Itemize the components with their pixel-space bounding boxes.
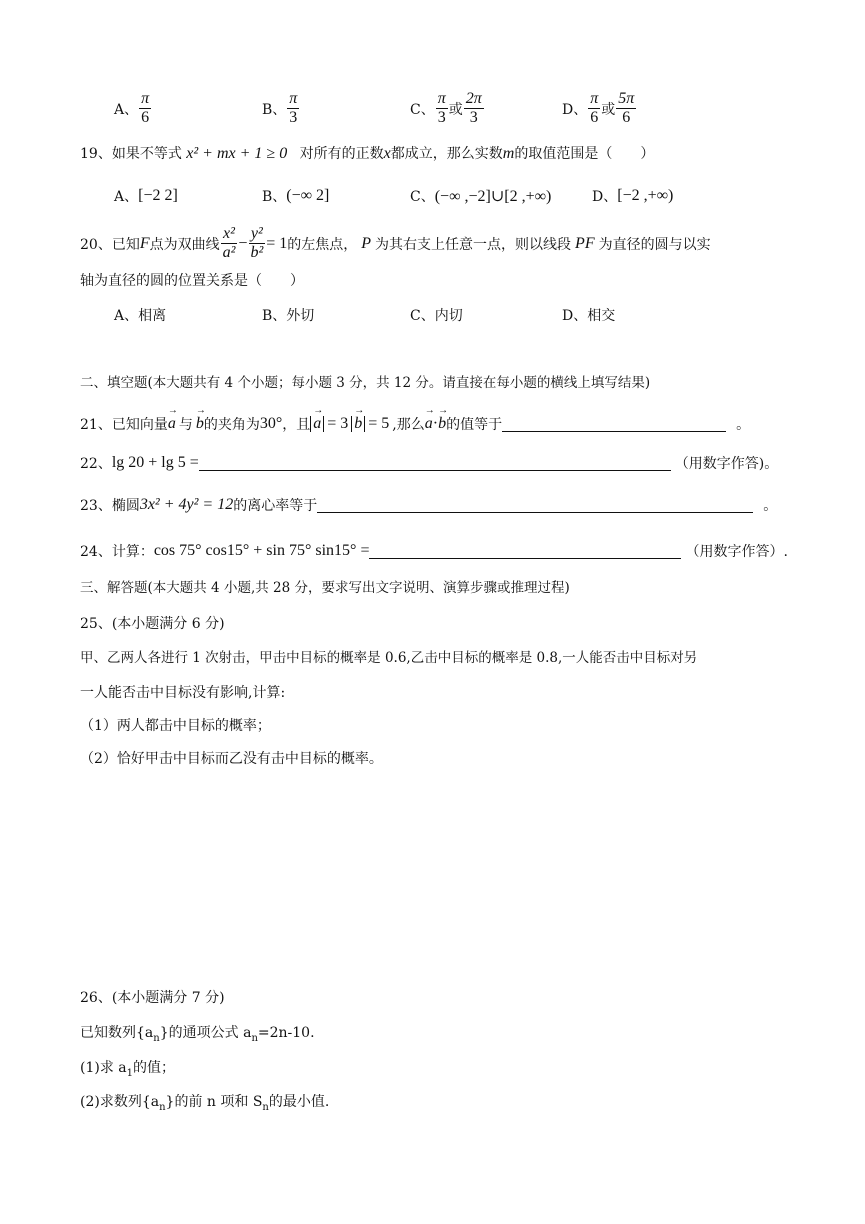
q26-part1-b: 的值；: [133, 1060, 176, 1076]
denominator: b²: [250, 244, 264, 262]
q23-expr: 3x² + 4y² = 12: [139, 496, 234, 513]
minus: −: [238, 234, 248, 252]
q21-mid: 的夹角为: [203, 417, 260, 433]
q26-part1-a: (1)求 a: [80, 1060, 127, 1076]
var-F: F: [139, 234, 150, 252]
q18-option-a: [114, 90, 152, 128]
q21: [80, 416, 750, 432]
q26-text-b: }的通项公式 a: [159, 1025, 252, 1041]
subscript: 1: [126, 1067, 134, 1079]
fraction: [616, 90, 636, 128]
subscript: n: [251, 1032, 258, 1044]
fraction: [139, 90, 151, 128]
q18-option-b: [262, 90, 300, 128]
q21-end: 。: [736, 417, 751, 433]
option-value: [−2 2]: [138, 187, 178, 204]
q21-angle: 30°: [259, 415, 283, 432]
option-label: D、: [592, 189, 618, 205]
option-label: C、: [410, 189, 435, 205]
q26-part2-a: (2)求数列{a: [80, 1094, 160, 1110]
q21-cond2: = 5: [368, 415, 390, 432]
q26-part2: [80, 1095, 329, 1113]
option-label: D、: [562, 101, 588, 118]
option-value: [−2 ,+∞): [617, 187, 674, 204]
var-PF: PF: [575, 234, 595, 252]
q22-expr: lg 20 + lg 5 =: [111, 454, 199, 471]
q21-cond: = 3: [327, 415, 349, 432]
vector-b: → b: [196, 416, 204, 432]
numerator: x²: [221, 225, 237, 244]
q25-text-line2: 一人能否击中目标没有影响,计算:: [80, 685, 286, 701]
numerator: π: [588, 90, 600, 109]
q24-expr: cos 75° cos15° + sin 75° sin15° =: [153, 542, 370, 559]
q21-prefix: 21、已知向量: [80, 417, 168, 433]
var-x: x: [383, 145, 391, 162]
q24: [80, 543, 788, 559]
option-value: (−∞ 2]: [286, 187, 330, 204]
var-m: m: [502, 145, 515, 162]
q19-option-d: [592, 186, 673, 206]
q19-option-a: [114, 186, 178, 206]
subscript: n: [159, 1101, 166, 1113]
q20-mid4: 为直径的圆与以实: [598, 236, 711, 253]
or-text: 或: [448, 101, 463, 118]
fraction: [464, 90, 484, 128]
q25-part2: （2）恰好甲击中目标而乙没有击中目标的概率。: [80, 751, 383, 767]
subscript: n: [153, 1032, 160, 1044]
denominator: 3: [469, 109, 478, 127]
denominator: 6: [590, 109, 599, 127]
numerator: y²: [249, 225, 265, 244]
vector-a: → a: [313, 416, 321, 432]
q25-part1: （1）两人都击中目标的概率；: [80, 718, 271, 734]
q23-end: 。: [763, 498, 778, 514]
q20-mid: 点为双曲线: [149, 236, 220, 253]
numerator: 5π: [616, 90, 636, 109]
q19-prefix: 19、如果不等式: [80, 146, 182, 162]
q21-with: 与: [178, 417, 193, 433]
numerator: π: [287, 90, 299, 109]
q18-option-d: [562, 90, 637, 128]
vector-a: → a: [425, 416, 433, 432]
subscript: n: [262, 1101, 269, 1113]
fraction-y: [248, 225, 265, 263]
denominator: a²: [222, 244, 236, 262]
option-label: A、: [114, 101, 139, 118]
fraction: [436, 90, 448, 128]
numerator: π: [139, 90, 151, 109]
q19-option-b: [262, 186, 329, 206]
denominator: 3: [437, 109, 446, 127]
q26-part1: [80, 1061, 175, 1079]
option-label: A、: [114, 189, 139, 205]
numerator: 2π: [464, 90, 484, 109]
q20-option-a: A、相离: [114, 308, 167, 324]
fraction-x: [221, 225, 238, 263]
q22: [80, 455, 778, 471]
q20-stem: [80, 225, 711, 263]
equals: = 1: [266, 234, 288, 252]
q19-mid: 对所有的正数: [299, 146, 384, 162]
option-label: B、: [262, 101, 287, 118]
q22-answer-blank[interactable]: [199, 458, 671, 471]
denominator: 6: [141, 109, 150, 127]
dot: ·: [432, 415, 439, 432]
q21-suffix: 的值等于: [446, 417, 503, 433]
q21-mid2: ，且: [282, 417, 311, 433]
q23: [80, 497, 777, 513]
q22-prefix: 22、: [80, 456, 112, 472]
q19-mid2: 都成立，那么实数: [390, 146, 503, 162]
q25-title: 25、(本小题满分 6 分): [80, 616, 225, 632]
q19-option-c: [410, 186, 551, 206]
denominator: 3: [289, 109, 298, 127]
q26-title: 26、(本小题满分 7 分): [80, 990, 225, 1006]
q26-text-a: 已知数列{a: [80, 1025, 154, 1041]
q26-text: [80, 1026, 315, 1044]
q24-suffix: （用数字作答）.: [685, 544, 788, 560]
q20-option-c: C、内切: [410, 308, 463, 324]
numerator: π: [436, 90, 448, 109]
abs-a: [310, 416, 324, 432]
q24-answer-blank[interactable]: [369, 546, 681, 559]
q26-text-c: =2n-10.: [257, 1025, 315, 1041]
q20-stem-line2: 轴为直径的圆的位置关系是（ ）: [80, 273, 304, 289]
var-P: P: [361, 234, 372, 252]
q19-inequality: x² + mx + 1 ≥ 0: [186, 145, 288, 162]
q25-text-line1: 甲、乙两人各进行 1 次射击，甲击中目标的概率是 0.6,乙击中目标的概率是 0.8,一人能否击中目标对另: [80, 650, 698, 666]
q23-answer-blank[interactable]: [317, 500, 753, 513]
q20-option-b: B、外切: [262, 308, 315, 324]
or-text: 或: [601, 101, 616, 118]
q18-option-c: [410, 90, 485, 128]
section-3-heading: 三、解答题(本大题共 4 小题,共 28 分，要求写出文字说明、演算步骤或推理过程): [80, 580, 570, 596]
q26-part2-c: 的最小值.: [268, 1094, 330, 1110]
option-label: B、: [262, 189, 287, 205]
q20-prefix: 20、已知: [80, 236, 140, 253]
fraction: [287, 90, 299, 128]
vector-b: → b: [354, 416, 362, 432]
q21-mid3: ,那么: [392, 417, 425, 433]
q23-mid: 的离心率等于: [233, 498, 318, 514]
vector-a: → a: [168, 416, 176, 432]
q23-prefix: 23、椭圆: [80, 498, 140, 514]
q24-prefix: 24、计算：: [80, 544, 154, 560]
fraction: [588, 90, 600, 128]
vector-b: → b: [438, 416, 446, 432]
abs-b: [351, 416, 365, 432]
q21-answer-blank[interactable]: [502, 419, 726, 432]
q19-stem: [80, 146, 654, 162]
q22-suffix: （用数字作答)。: [674, 456, 779, 472]
option-value: (−∞ ,−2]∪[2 ,+∞): [434, 188, 552, 205]
q26-part2-b: }的前 n 项和 S: [165, 1094, 263, 1110]
q20-mid3: 为其右支上任意一点，则以线段: [375, 236, 572, 253]
section-2-heading: 二、填空题(本大题共有 4 个小题；每小题 3 分，共 12 分。请直接在每小题的横线上填写结果): [80, 375, 651, 391]
q20-mid2: 的左焦点，: [287, 236, 358, 253]
q19-suffix: 的取值范围是（ ）: [514, 146, 655, 162]
denominator: 6: [622, 109, 631, 127]
option-label: C、: [410, 101, 435, 118]
q20-option-d: D、相交: [562, 308, 616, 324]
